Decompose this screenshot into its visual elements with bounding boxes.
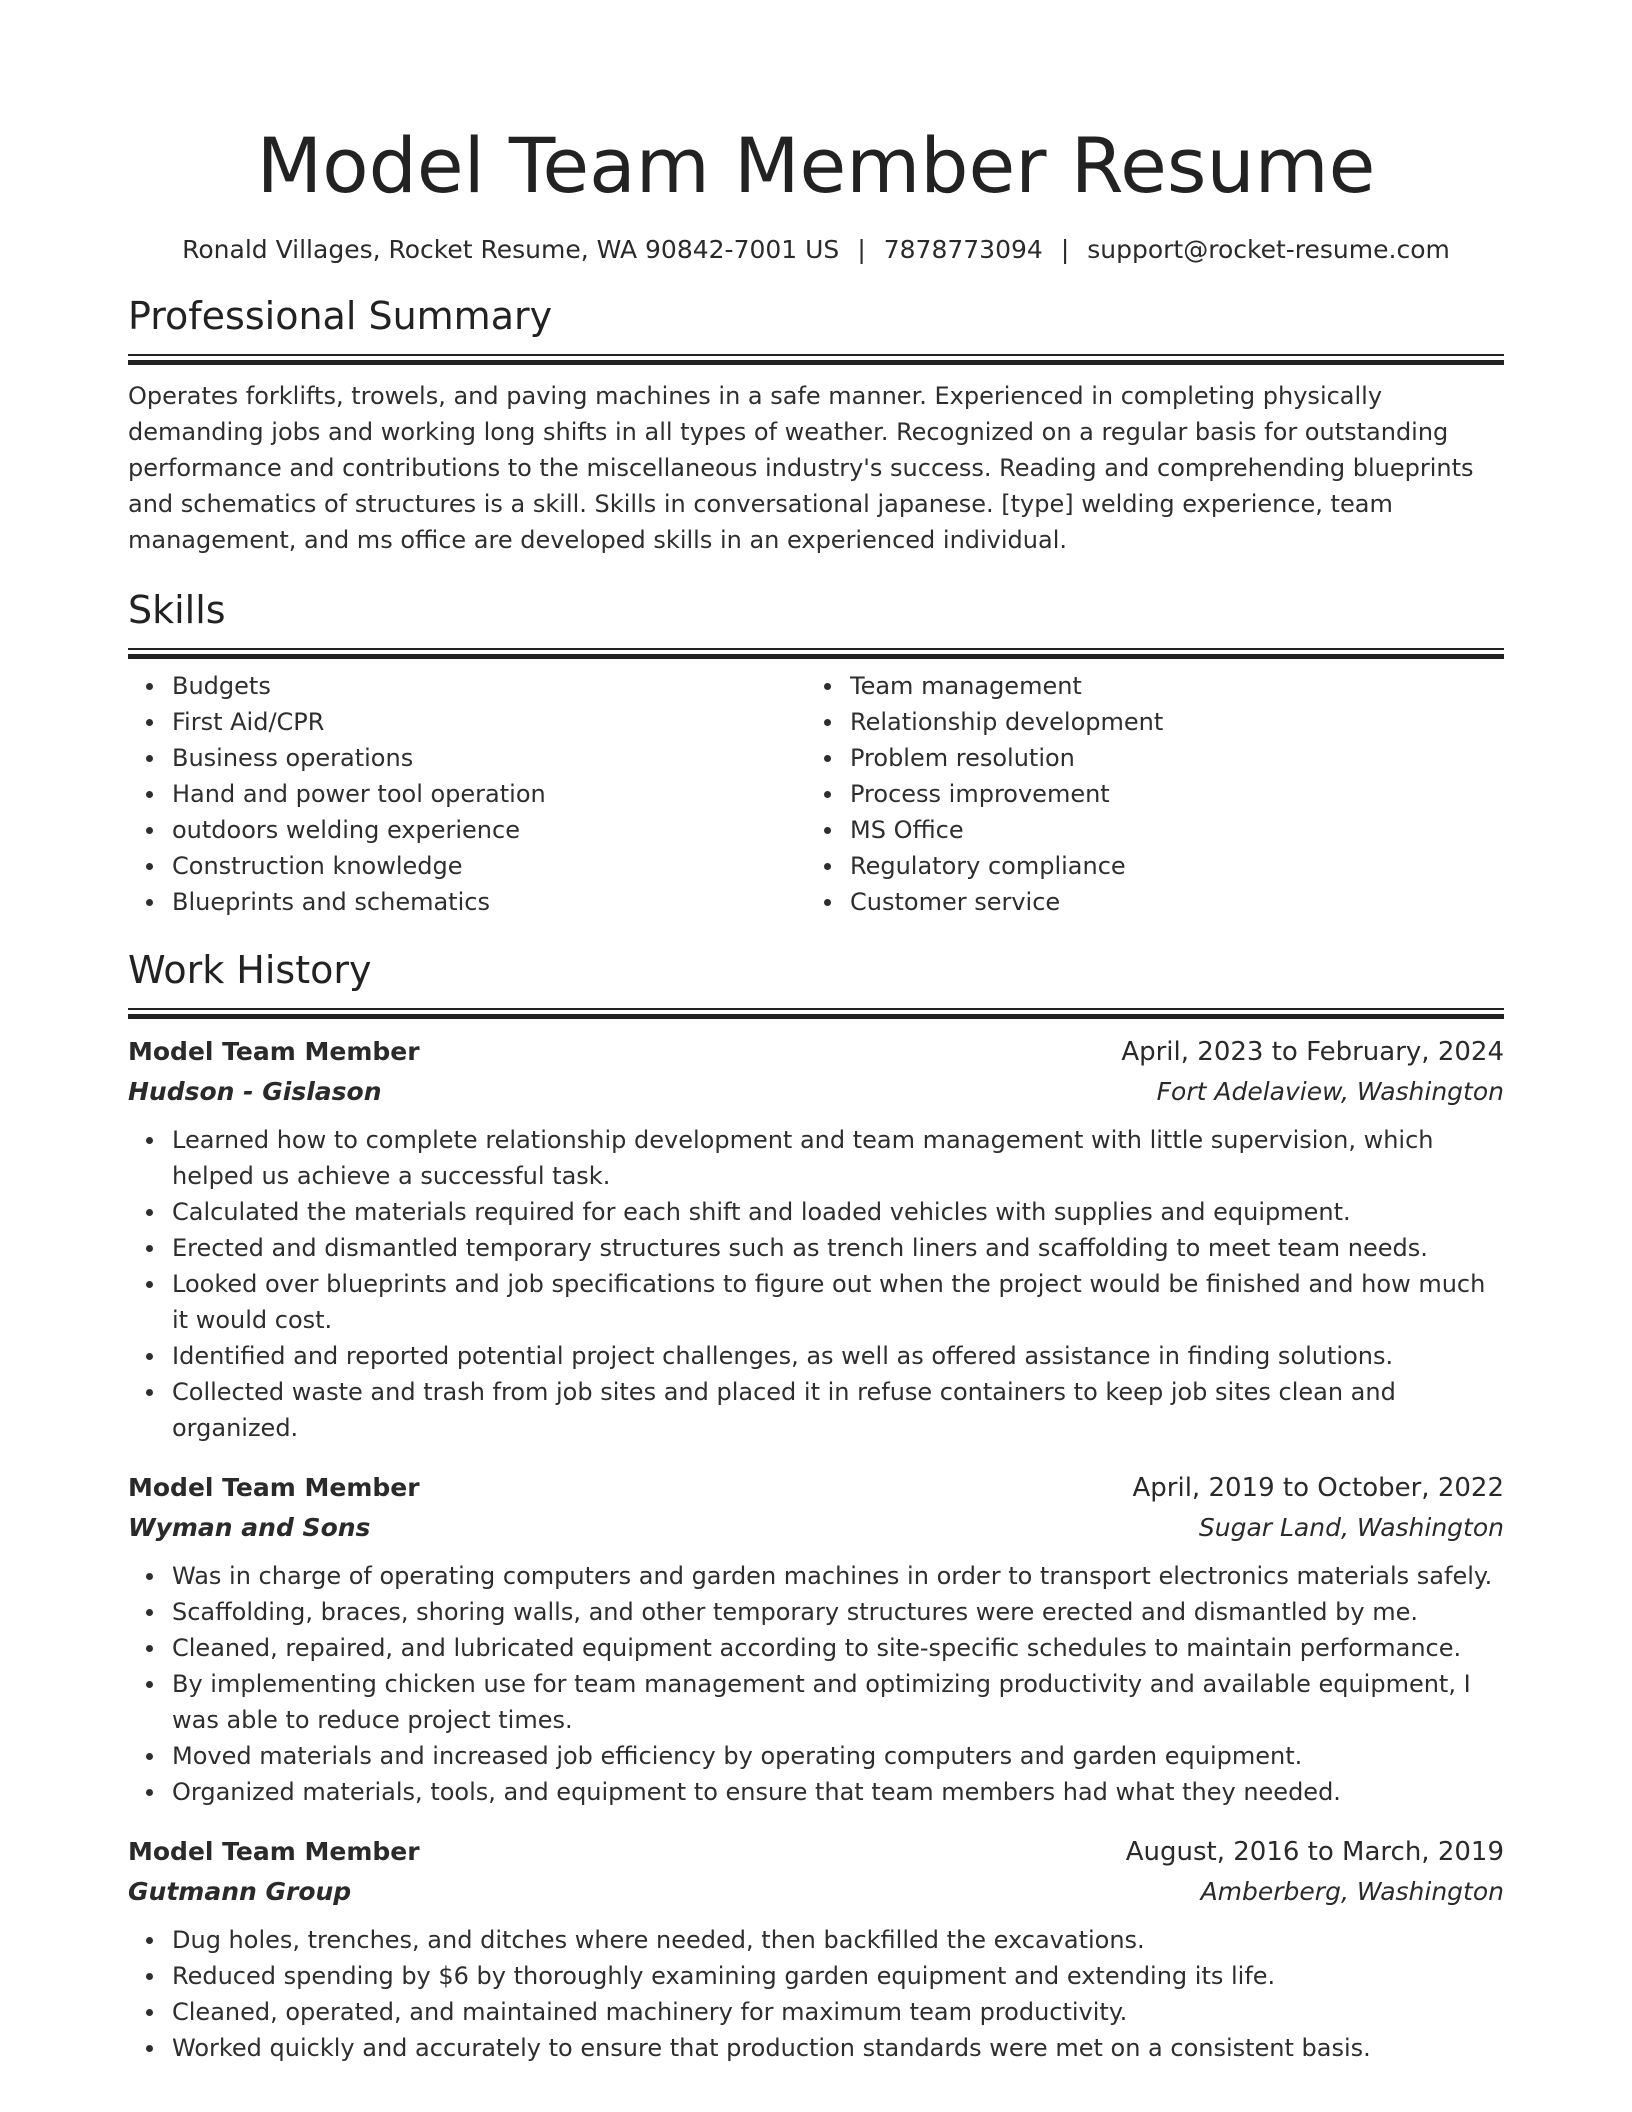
job-company: Wyman and Sons	[128, 1513, 371, 1542]
job-location: Sugar Land, Washington	[1198, 1513, 1504, 1542]
work-section	[128, 946, 1504, 2066]
job-dates: April, 2023 to February, 2024	[1121, 1037, 1504, 1067]
section-title-summary: Professional Summary	[128, 294, 553, 338]
skill-item: Problem resolution	[850, 740, 1484, 776]
job-header-row	[128, 1468, 1504, 1508]
job-header-row	[128, 1832, 1504, 1872]
contact-separator: |	[857, 235, 866, 264]
job-bullet: Worked quickly and accurately to ensure that production standards were met on a consistent basis.	[172, 2030, 1504, 2066]
job-header-row	[128, 1032, 1504, 1072]
contact-separator: |	[1060, 235, 1070, 264]
skill-item: Budgets	[172, 668, 806, 704]
skill-item: Relationship development	[850, 704, 1484, 740]
skill-item: Regulatory compliance	[850, 848, 1484, 884]
job-dates: April, 2019 to October, 2022	[1132, 1473, 1504, 1503]
job-entry	[128, 1468, 1504, 1810]
job-dates: August, 2016 to March, 2019	[1125, 1837, 1504, 1867]
job-bullets	[128, 1922, 1504, 2066]
job-title: Model Team Member	[128, 1473, 420, 1502]
contact-address: Ronald Villages, Rocket Resume, WA 90842-7001 US	[182, 235, 840, 264]
skill-item: Customer service	[850, 884, 1484, 920]
skill-item: outdoors welding experience	[172, 812, 806, 848]
resume-page	[128, 0, 1504, 2066]
summary-text: Operates forklifts, trowels, and paving machines in a safe manner. Experienced in completing physically demanding jobs and working long shifts in all types of weather. Recognized on a regular basis for outstanding performance and contributions to the miscellaneous industry's success. Reading and comprehending blueprints and schematics of structures is a skill. Skills in conversational japanese. [type] welding experience, team management, and ms office are developed skills in an experienced individual.	[128, 382, 1474, 554]
job-entry	[128, 1032, 1504, 1446]
job-subheader-row	[128, 1508, 1504, 1548]
skills-section	[128, 586, 1504, 920]
skills-list-right	[806, 668, 1484, 920]
job-title: Model Team Member	[128, 1837, 420, 1866]
job-bullet: Moved materials and increased job efficiency by operating computers and garden equipment.	[172, 1738, 1504, 1774]
skill-item: First Aid/CPR	[172, 704, 806, 740]
contact-phone: 7878773094	[883, 235, 1043, 264]
job-bullet: Erected and dismantled temporary structures such as trench liners and scaffolding to meet team needs.	[172, 1230, 1504, 1266]
job-bullet: Scaffolding, braces, shoring walls, and other temporary structures were erected and dismantled by me.	[172, 1594, 1504, 1630]
job-bullet: Identified and reported potential project challenges, as well as offered assistance in finding solutions.	[172, 1338, 1504, 1374]
section-divider	[128, 354, 1504, 364]
job-title: Model Team Member	[128, 1037, 420, 1066]
contact-line	[128, 232, 1504, 268]
section-divider	[128, 648, 1504, 658]
skill-item: Construction knowledge	[172, 848, 806, 884]
job-bullet: Cleaned, operated, and maintained machinery for maximum team productivity.	[172, 1994, 1504, 2030]
job-bullet: Looked over blueprints and job specifications to figure out when the project would be finished and how much it would cost.	[172, 1266, 1504, 1338]
skills-columns	[128, 668, 1504, 920]
job-subheader-row	[128, 1072, 1504, 1112]
skills-list-left	[128, 668, 806, 920]
job-company: Gutmann Group	[128, 1877, 352, 1906]
job-bullets	[128, 1558, 1504, 1810]
skill-item: MS Office	[850, 812, 1484, 848]
contact-email: support@rocket-resume.com	[1087, 235, 1450, 264]
job-bullet: Learned how to complete relationship development and team management with little supervision, which helped us achieve a successful task.	[172, 1122, 1504, 1194]
job-bullet: By implementing chicken use for team management and optimizing productivity and available equipment, I was able to reduce project times.	[172, 1666, 1504, 1738]
job-subheader-row	[128, 1872, 1504, 1912]
resume-title: Model Team Member Resume	[256, 121, 1376, 210]
job-bullets	[128, 1122, 1504, 1446]
job-bullet: Dug holes, trenches, and ditches where needed, then backfilled the excavations.	[172, 1922, 1504, 1958]
job-bullet: Calculated the materials required for each shift and loaded vehicles with supplies and equipment.	[172, 1194, 1504, 1230]
skill-item: Process improvement	[850, 776, 1484, 812]
skill-item: Hand and power tool operation	[172, 776, 806, 812]
job-location: Amberberg, Washington	[1200, 1877, 1504, 1906]
job-location: Fort Adelaview, Washington	[1156, 1077, 1504, 1106]
job-bullet: Organized materials, tools, and equipment to ensure that team members had what they needed.	[172, 1774, 1504, 1810]
job-bullet: Cleaned, repaired, and lubricated equipment according to site-specific schedules to maintain performance.	[172, 1630, 1504, 1666]
job-company: Hudson - Gislason	[128, 1077, 382, 1106]
job-bullet: Collected waste and trash from job sites and placed it in refuse containers to keep job sites clean and organized.	[172, 1374, 1504, 1446]
summary-section	[128, 292, 1504, 558]
job-bullet: Was in charge of operating computers and garden machines in order to transport electronics materials safely.	[172, 1558, 1504, 1594]
skill-item: Team management	[850, 668, 1484, 704]
section-divider	[128, 1008, 1504, 1018]
section-title-skills: Skills	[128, 588, 226, 632]
section-title-work: Work History	[128, 948, 372, 992]
job-entry	[128, 1832, 1504, 2066]
skill-item: Blueprints and schematics	[172, 884, 806, 920]
job-bullet: Reduced spending by $6 by thoroughly examining garden equipment and extending its life.	[172, 1958, 1504, 1994]
skill-item: Business operations	[172, 740, 806, 776]
